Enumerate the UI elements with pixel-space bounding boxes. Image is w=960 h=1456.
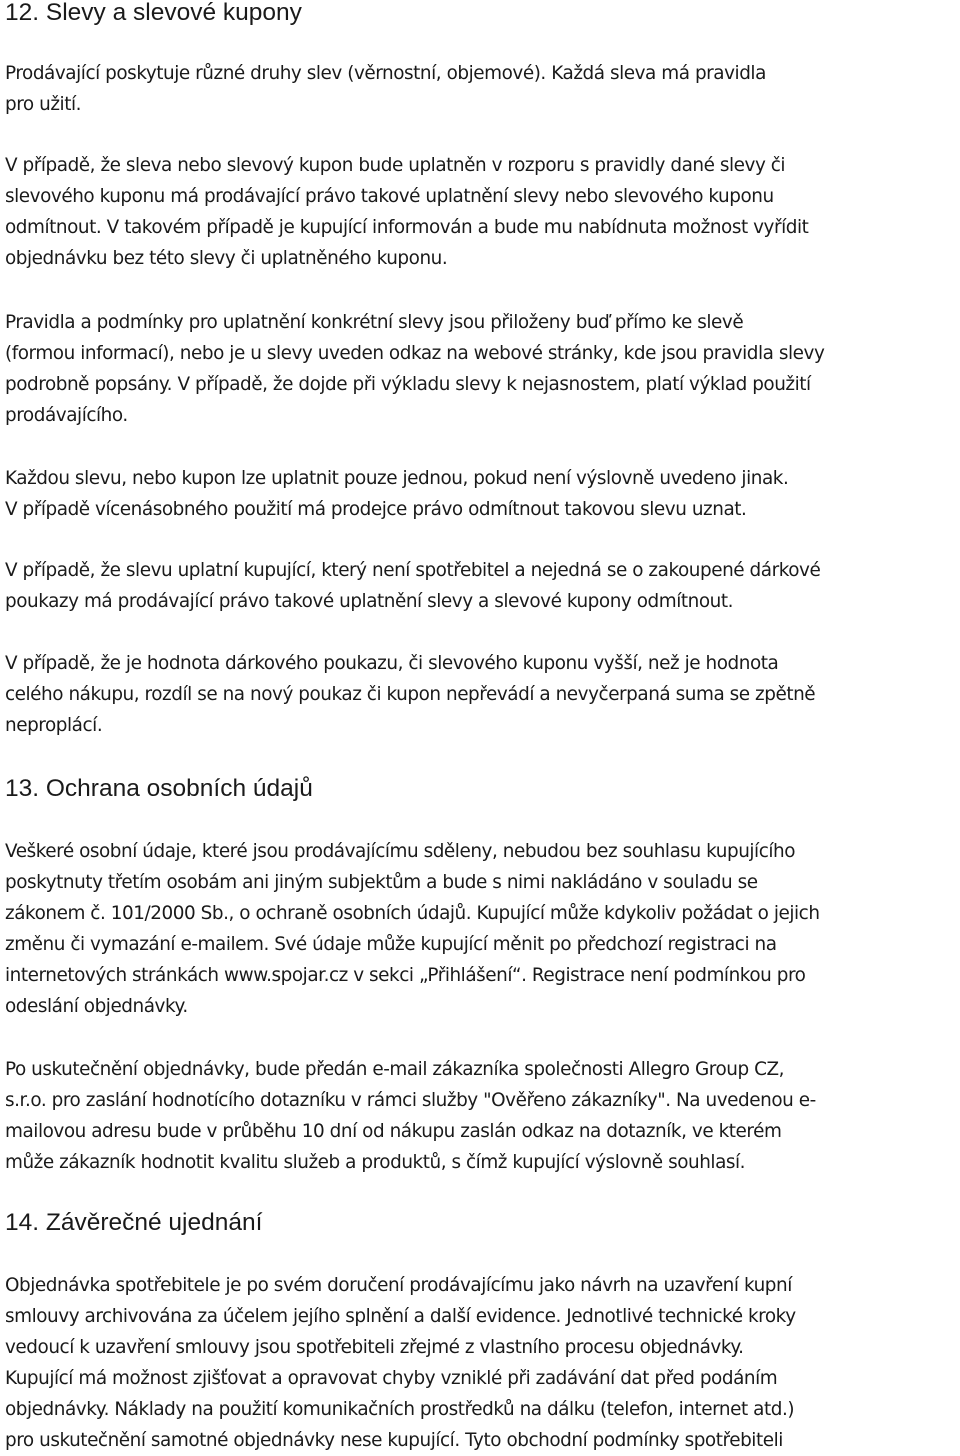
text-line: podrobně popsány. V případě, že dojde při výkladu slevy k nejasnostem, platí výklad použití bbox=[5, 374, 811, 395]
paragraph bbox=[5, 463, 960, 525]
text-line: Objednávka spotřebitele je po svém doručení prodávajícímu jako návrh na uzavření kupní bbox=[5, 1275, 792, 1296]
text-line: V případě, že slevu uplatní kupující, který není spotřebitel a nejedná se o zakoupené dárkové bbox=[5, 560, 821, 581]
text-line: odeslání objednávky. bbox=[5, 996, 188, 1017]
text-line: pro uskutečnění samotné objednávky nese kupující. Tyto obchodní podmínky spotřebiteli bbox=[5, 1430, 783, 1451]
text-line: odmítnout. V takovém případě je kupující informován a bude mu nabídnuta možnost vyřídit bbox=[5, 217, 809, 238]
text-line: zákonem č. 101/2000 Sb., o ochraně osobních údajů. Kupující může kdykoliv požádat o jejich bbox=[5, 903, 820, 924]
text-line: pro užití. bbox=[5, 94, 82, 115]
text-line: neproplácí. bbox=[5, 715, 103, 736]
text-line: poskytnuty třetím osobám ani jiným subjektům a bude s nimi nakládáno v souladu se bbox=[5, 872, 758, 893]
section-heading-14: 14. Závěrečné ujednání bbox=[5, 1209, 263, 1236]
text-line: změnu či vymazání e-mailem. Své údaje může kupující měnit po předchozí registraci na bbox=[5, 934, 777, 955]
text-line: celého nákupu, rozdíl se na nový poukaz či kupon nepřevádí a nevyčerpaná suma se zpětně bbox=[5, 684, 816, 705]
text-line: slevového kuponu má prodávající právo takové uplatnění slevy nebo slevového kuponu bbox=[5, 186, 774, 207]
text-line: vedoucí k uzavření smlouvy jsou spotřebiteli zřejmé z vlastního procesu objednávky. bbox=[5, 1337, 744, 1358]
paragraph bbox=[5, 307, 960, 431]
paragraph bbox=[5, 836, 960, 1022]
text-line: objednávku bez této slevy či uplatněného kuponu. bbox=[5, 248, 448, 269]
text-line: mailovou adresu bude v průběhu 10 dní od nákupu zaslán odkaz na dotazník, ve kterém bbox=[5, 1121, 782, 1142]
text-line: poukazy má prodávající právo takové uplatnění slevy a slevové kupony odmítnout. bbox=[5, 591, 734, 612]
text-line: objednávky. Náklady na použití komunikačních prostředků na dálku (telefon, internet atd.) bbox=[5, 1399, 795, 1420]
text-line: Prodávající poskytuje různé druhy slev (věrnostní, objemové). Každá sleva má pravidla bbox=[5, 63, 766, 84]
paragraph bbox=[5, 648, 960, 741]
text-line: Veškeré osobní údaje, které jsou prodávajícímu sděleny, nebudou bez souhlasu kupujícího bbox=[5, 841, 796, 862]
text-line: V případě vícenásobného použití má prodejce právo odmítnout takovou slevu uznat. bbox=[5, 499, 747, 520]
paragraph bbox=[5, 555, 960, 617]
text-line: V případě, že sleva nebo slevový kupon bude uplatněn v rozporu s pravidly dané slevy či bbox=[5, 155, 786, 176]
text-line: Pravidla a podmínky pro uplatnění konkrétní slevy jsou přiloženy buď přímo ke slevě bbox=[5, 312, 744, 333]
paragraph bbox=[5, 1270, 960, 1456]
paragraph bbox=[5, 58, 960, 120]
text-line: internetových stránkách www.spojar.cz v sekci „Přihlášení“. Registrace není podmínkou pro bbox=[5, 965, 806, 986]
text-line: Kupující má možnost zjišťovat a opravovat chyby vzniklé při zadávání dat před podáním bbox=[5, 1368, 778, 1389]
text-line: Každou slevu, nebo kupon lze uplatnit pouze jednou, pokud není výslovně uvedeno jinak. bbox=[5, 468, 789, 489]
text-line: může zákazník hodnotit kvalitu služeb a produktů, s čímž kupující výslovně souhlasí. bbox=[5, 1152, 746, 1173]
section-heading-12: 12. Slevy a slevové kupony bbox=[5, 0, 302, 26]
paragraph bbox=[5, 150, 960, 274]
text-line: (formou informací), nebo je u slevy uveden odkaz na webové stránky, kde jsou pravidla slevy bbox=[5, 343, 825, 364]
text-line: V případě, že je hodnota dárkového poukazu, či slevového kuponu vyšší, než je hodnota bbox=[5, 653, 779, 674]
text-line: smlouvy archivována za účelem jejího splnění a další evidence. Jednotlivé technické kroky bbox=[5, 1306, 796, 1327]
text-line: s.r.o. pro zaslání hodnotícího dotazníku v rámci služby "Ověřeno zákazníky". Na uvedenou e- bbox=[5, 1090, 816, 1111]
text-line: prodávajícího. bbox=[5, 405, 128, 426]
section-heading-13: 13. Ochrana osobních údajů bbox=[5, 775, 313, 802]
paragraph bbox=[5, 1054, 960, 1178]
text-line: Po uskutečnění objednávky, bude předán e-mail zákazníka společnosti Allegro Group CZ, bbox=[5, 1059, 785, 1080]
